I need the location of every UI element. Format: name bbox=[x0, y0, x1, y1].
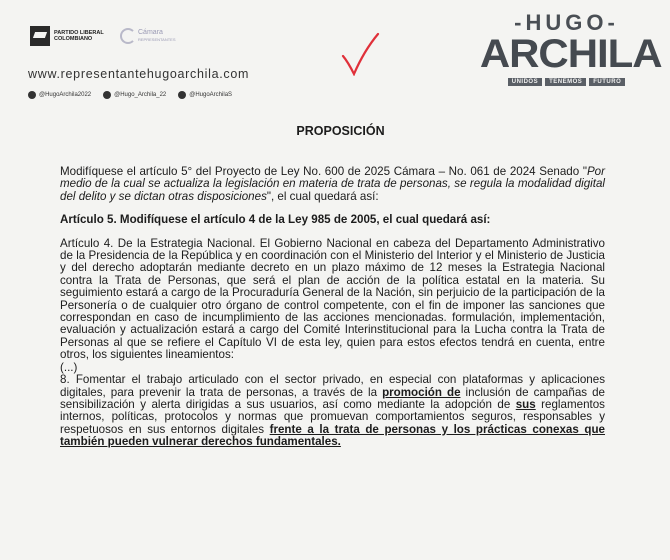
instagram-icon bbox=[103, 91, 111, 99]
party-name: PARTIDO LIBERAL COLOMBIANO bbox=[54, 30, 104, 42]
inserted-text: frente a la trata de personas y los prácticas conexas que también pueden vulnerar derechos fundamentales. bbox=[60, 422, 605, 449]
intro-paragraph: Modifíquese el artículo 5° del Proyecto de Ley No. 600 de 2025 Cámara – No. 061 de 2024 Senado "Por medio de la cual se actualiza la legislación en materia de trata de personas, se regula la modalidad digital del delito y se dictan otras disposiciones", el cual quedará así: bbox=[60, 165, 605, 203]
brand-tag: FUTURO bbox=[589, 78, 625, 86]
camara-sub: REPRESENTANTES bbox=[138, 37, 176, 42]
bill-title: Por medio de la cual se actualiza la legislación en materia de trata de personas, se regula la modalidad digital del delito y se dictan otras disposiciones bbox=[60, 165, 605, 203]
party-logos bbox=[30, 26, 176, 46]
twitter-icon bbox=[178, 91, 186, 99]
partido-liberal-logo bbox=[30, 26, 112, 46]
social-facebook: @HugoArchila2022 bbox=[28, 91, 91, 99]
brand-first-name: -HUGO- bbox=[514, 10, 619, 35]
ellipsis: (...) bbox=[60, 360, 78, 374]
social-instagram: @Hugo_Archila_22 bbox=[103, 91, 166, 99]
brand-last-name: ARCHILA bbox=[479, 32, 662, 76]
document-body bbox=[60, 112, 605, 449]
website: www.representantehugoarchila.com bbox=[28, 67, 250, 81]
brand-tag: UNIDOS bbox=[508, 78, 542, 86]
facebook-icon bbox=[28, 91, 36, 99]
brand-tag: TENEMOS bbox=[545, 78, 586, 86]
hugo-archila-brand bbox=[479, 10, 662, 86]
check-mark-icon bbox=[340, 32, 380, 76]
camara-icon bbox=[120, 28, 136, 44]
social-handles bbox=[28, 91, 232, 99]
letterhead bbox=[0, 0, 670, 118]
article-5-heading: Artículo 5. Modifíquese el artículo 4 de la Ley 985 de 2005, el cual quedará así: bbox=[60, 213, 491, 227]
article-4-text: Artículo 4. De la Estrategia Nacional. El Gobierno Nacional en cabeza del Departamento Administrativo de la Presidencia de la República y en coordinación con el Ministerio del Interior y el Ministerio de Justicia y del derecho adoptarán mediante decreto en un plazo máximo de 12 meses la Estrategia Nacional contra la Trata de Personas, que será el plan de acción de la política estatal en la materia. Su seguimiento estará a cargo de la Procuraduría General de la Nación, sin perjuicio de la participación de la Personería o de cualquier otro órgano de control competente, con el fin de imponer las sanciones que correspondan en caso de incumplimiento de las acciones mencionadas. formulación, implementación, evaluación y actualización estará a cargo del Comité Interinstitucional para la Lucha contra la Trata de Personas al que se refiere el Capítulo VI de esta ley, quien para estos efectos tendrá en cuenta, entre otros, los siguientes lineamientos: bbox=[60, 236, 605, 362]
document-title: PROPOSICIÓN bbox=[296, 124, 385, 138]
camara-logo bbox=[120, 28, 176, 44]
partido-liberal-icon bbox=[30, 26, 50, 46]
brand-tagline bbox=[484, 78, 649, 86]
item-8-paragraph: 8. Fomentar el trabajo articulado con el sector privado, en especial con plataformas y aplicaciones digitales, para prevenir la trata de personas, a través de la promoción de inclusión de campañas de sensibilización y alerta dirigidas a sus usuarios, así como mediante la adopción de sus reglamentos internos, políticas, protocolos y normas que promuevan comportamientos seguros, responsables y respetuosos en sus entornos digitales frente a la trata de personas y los prácticas conexas que también pueden vulnerar derechos fundamentales. bbox=[60, 373, 605, 449]
social-twitter: @HugoArchilaS bbox=[178, 91, 232, 99]
inserted-text: promoción de bbox=[382, 385, 461, 399]
inserted-text: sus bbox=[515, 397, 536, 411]
camara-name: Cámara bbox=[138, 29, 163, 36]
